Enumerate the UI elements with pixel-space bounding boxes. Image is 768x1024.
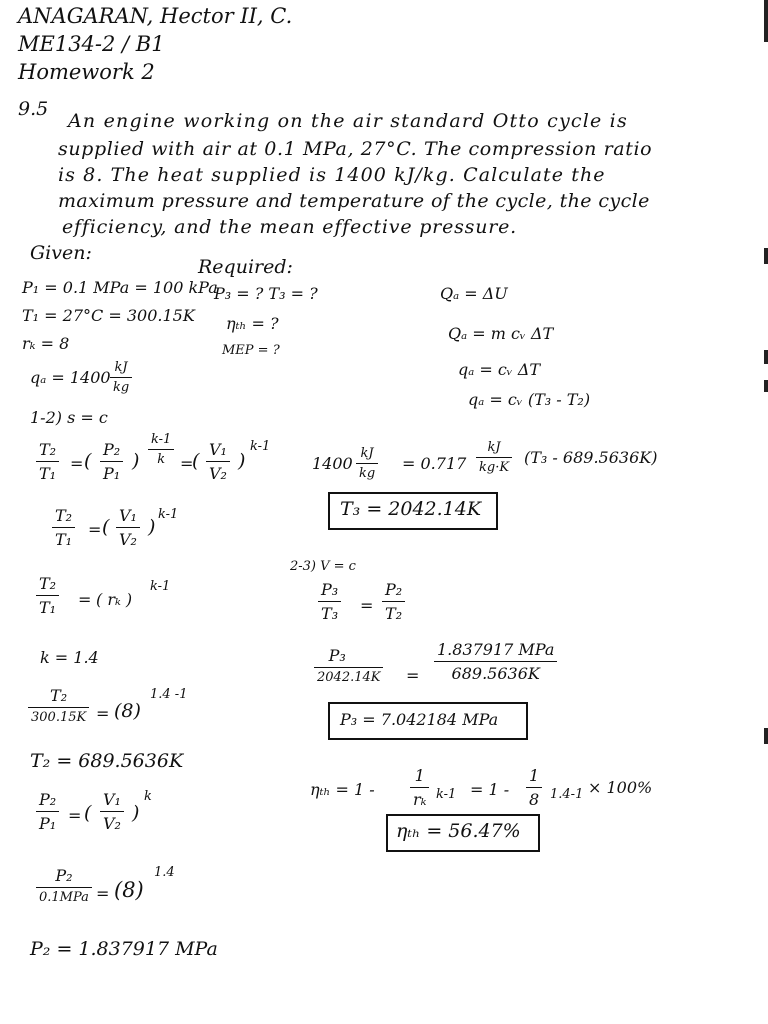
exponent-k-1: k-1 [158,507,179,522]
scan-edge-mark [764,0,768,42]
exponent-1.4-1: 1.4-1 [550,787,584,802]
problem-line-1: An engine working on the air standard Otto cycle is [68,110,628,132]
scan-edge-mark [764,728,768,744]
ratio-p3-t3: P₃ T₃ [318,580,341,623]
p2-result: P₂ = 1.837917 MPa [30,938,218,960]
qa-units: kJ kg [356,446,378,481]
course-section: ME134-2 / B1 [18,32,165,56]
paren-open: ( [102,516,110,538]
times-100-percent: × 100% [588,778,653,797]
scan-edge-mark [764,380,768,392]
paren-close: ) [238,450,246,472]
one-over-rk: 1 rₖ [410,766,429,809]
paren-close: ) [132,450,140,472]
qa-mcv-dt: Qₐ = m cᵥ ΔT [448,324,554,343]
ratio-t2-t1-a: T₂ T₁ [36,440,59,483]
ratio-p3-2042: P₃ 2042.14K [314,646,383,685]
equals-sign: = [88,520,102,539]
step-2-3: 2-3) V = c [290,559,356,574]
exponent-1.4: 1.4 [154,865,175,880]
paren-open: ( [84,802,92,824]
required-eta: ηₜₕ = ? [226,314,279,333]
ratio-p2-t2: P₂ T₂ [382,580,405,623]
ratio-p2-01mpa: P₂ 0.1MPa [36,866,92,905]
given-t1: T₁ = 27°C = 300.15K [22,306,195,325]
ratio-p2-p1-a: P₂ P₁ [100,440,123,483]
eta-lhs: ηₜₕ = 1 - [310,780,375,799]
qa-cv-dt: qₐ = cᵥ ΔT [458,360,541,379]
qa-cv-t3-t2: qₐ = cᵥ (T₃ - T₂) [468,390,591,409]
exponent-k-1: k-1 [150,579,171,594]
required-p3-t3: P₃ = ? T₃ = ? [214,284,318,303]
step-1-2: 1-2) s = c [30,408,108,427]
ratio-v1-v2-c: V₁ V₂ [100,790,124,833]
student-name: ANAGARAN, Hector II, C. [18,4,293,28]
exponent-k-1: k-1 [250,439,271,454]
compression-ratio-term: ( rₖ ) [96,590,133,609]
ratio-v1-v2-b: V₁ V₂ [116,506,140,549]
equals-sign: = [68,806,82,825]
given-rk: rₖ = 8 [22,334,70,353]
exponent-k-1: k-1 [436,787,457,802]
t3-t2-term: (T₃ - 689.5636K) [524,448,658,467]
cv-units: kJ kg·K [476,440,512,475]
problem-line-2: supplied with air at 0.1 MPa, 27°C. The compression ratio [58,138,653,160]
required-mep: MEP = ? [222,343,280,358]
problem-line-3: is 8. The heat supplied is 1400 kJ/kg. Calculate the [58,164,606,186]
scan-edge-mark [764,350,768,364]
eta-mid: = 1 - [470,780,510,799]
paren-open: ( [192,450,200,472]
p3-result: P₃ = 7.042184 MPa [340,710,499,729]
cv-value: = 0.717 [402,454,467,473]
homework-title: Homework 2 [18,60,155,84]
problem-line-4: maximum pressure and temperature of the cycle, the cycle [58,190,650,212]
given-qa: qₐ = 1400 [30,368,111,387]
ratio-p2-p1-b: P₂ P₁ [36,790,59,833]
equals-sign: = [96,704,110,723]
t2-result: T₂ = 689.5636K [30,750,184,772]
given-p1: P₁ = 0.1 MPa = 100 kPa [22,278,218,297]
paren-close: ) [148,516,156,538]
ratio-p2-t2-values: 1.837917 MPa 689.5636K [434,640,557,683]
problem-number: 9.5 [18,98,49,120]
exponent-k-1-over-k: k-1 k [148,432,174,467]
required-label: Required: [198,256,293,278]
eight-term: (8) [114,700,141,722]
equals-sign: = [70,454,84,473]
one-over-eight: 1 8 [526,766,542,809]
ratio-t2-300: T₂ 300.15K [28,686,89,725]
eta-result: ηₜₕ = 56.47% [396,820,521,842]
equals-sign: = [360,596,374,615]
paren-close: ) [132,802,140,824]
ratio-v1-v2-a: V₁ V₂ [206,440,230,483]
paren-open: ( [84,450,92,472]
equals-sign: = [406,666,420,685]
given-qa-units: kJ kg [110,360,132,395]
t3-result: T₃ = 2042.14K [340,498,482,520]
qa-value: 1400 [312,454,353,473]
equals-sign: = [78,590,92,609]
problem-line-5: efficiency, and the mean effective pressure. [62,216,518,238]
ratio-t2-t1-c: T₂ T₁ [36,574,59,617]
k-value: k = 1.4 [40,648,99,667]
equals-sign: = [180,454,194,473]
qa-delta-u: Qₐ = ΔU [440,284,508,303]
ratio-t2-t1-b: T₂ T₁ [52,506,75,549]
scan-edge-mark [764,248,768,264]
equals-sign: = [96,884,110,903]
exponent-k: k [144,789,152,804]
eight-term: (8) [114,878,144,902]
exponent-1.4-1: 1.4 -1 [150,687,188,702]
given-label: Given: [30,242,92,264]
